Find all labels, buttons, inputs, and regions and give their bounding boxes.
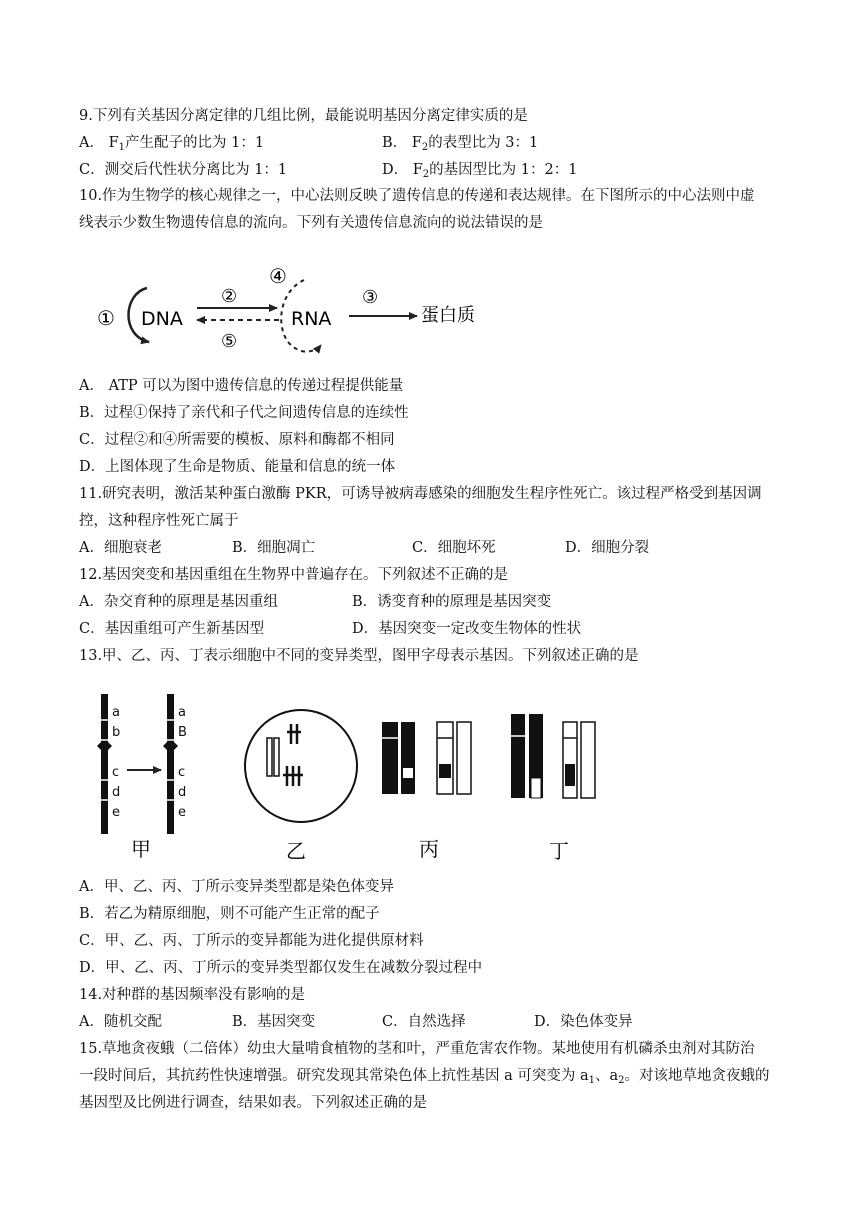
q13-option-a: A．甲、乙、丙、丁所示变异类型都是染色体变异 xyxy=(79,879,394,895)
rna-label: RNA xyxy=(291,308,332,330)
q10-option-d: D．上图体现了生命是物质、能量和信息的统一体 xyxy=(79,459,396,475)
process-1-label: ① xyxy=(97,306,115,330)
gene-c-label: c xyxy=(178,765,186,780)
process-2-label: ② xyxy=(221,286,238,307)
q12-option-c: C．基因重组可产生新基因型 xyxy=(79,621,265,637)
jia-original-chromosome xyxy=(97,694,120,834)
process-4-label: ④ xyxy=(269,264,287,288)
q15-line3: 基因型及比例进行调查，结果如表。下列叙述正确的是 xyxy=(79,1095,427,1111)
q14-option-c: C．自然选择 xyxy=(382,1014,466,1030)
q10-option-c: C．过程②和④所需要的模板、原料和酶都不相同 xyxy=(79,432,395,448)
q11-option-b: B．细胞凋亡 xyxy=(232,540,316,556)
label-bing: 丙 xyxy=(419,837,439,861)
ding-chromosome-pair xyxy=(511,714,595,798)
dna-label: DNA xyxy=(141,308,183,330)
q12-option-b: B．诱变育种的原理是基因突变 xyxy=(352,594,552,610)
q13-stem: 13.甲、乙、丙、丁表示细胞中不同的变异类型，图甲字母表示基因。下列叙述正确的是 xyxy=(79,648,639,664)
q13-option-c: C．甲、乙、丙、丁所示的变异都能为进化提供原材料 xyxy=(79,933,424,949)
protein-label: 蛋白质 xyxy=(421,305,475,326)
q12-option-a: A．杂交育种的原理是基因重组 xyxy=(79,594,278,610)
q13-option-b: B．若乙为精原细胞，则不可能产生正常的配子 xyxy=(79,906,380,922)
q9-option-b: B． $F_2$的表型比为 3：1 xyxy=(382,135,539,153)
yi-cell xyxy=(245,710,357,822)
gene-c-label: c xyxy=(112,765,120,780)
q9-option-d: D． $F_2$的基因型比为 1：2：1 xyxy=(382,162,578,180)
q9-option-a: A． $F_1$产生配子的比为 1：1 xyxy=(79,135,265,153)
q14-option-d: D．染色体变异 xyxy=(534,1014,633,1030)
q14-option-b: B．基因突变 xyxy=(232,1014,316,1030)
gene-e-label: e xyxy=(178,805,186,820)
central-dogma-figure xyxy=(79,250,639,368)
q12-option-d: D．基因突变一定改变生物体的性状 xyxy=(352,621,582,637)
gene-a-label: a xyxy=(112,705,120,720)
q11-option-d: D．细胞分裂 xyxy=(565,540,650,556)
q11-option-a: A．细胞衰老 xyxy=(79,540,162,556)
q12-stem: 12.基因突变和基因重组在生物界中普遍存在。下列叙述不正确的是 xyxy=(79,567,509,583)
q13-option-d: D．甲、乙、丙、丁所示的变异类型都仅发生在减数分裂过程中 xyxy=(79,960,483,976)
q15-line1: 15.草地贪夜蛾（二倍体）幼虫大量啃食植物的茎和叶，严重危害农作物。某地使用有机磷杀虫剂对其防治 xyxy=(79,1041,755,1057)
q10-stem-line1: 10.作为生物学的核心规律之一，中心法则反映了遗传信息的传递和表达规律。在下图所示的中心法则中虚 xyxy=(79,188,755,204)
chromosome-variation-figure xyxy=(79,680,639,870)
gene-b-label: b xyxy=(112,725,121,740)
q9-stem: 9.下列有关基因分离定律的几组比例，最能说明基因分离定律实质的是 xyxy=(79,108,528,124)
gene-e-label: e xyxy=(112,805,120,820)
label-yi: 乙 xyxy=(286,839,306,863)
gene-B-label: B xyxy=(178,725,187,740)
bing-chromosome-pair xyxy=(382,722,471,794)
gene-d-label: d xyxy=(112,785,121,800)
gene-a-label: a xyxy=(178,705,186,720)
q15-line2: 一段时间后，其抗药性快速增强。研究发现其常染色体上抗性基因 a 可突变为 $a_1$、$a_2$。对该地草地贪夜蛾的 xyxy=(79,1068,770,1086)
gene-d-label: d xyxy=(178,785,187,800)
q11-stem-line1: 11.研究表明，激活某种蛋白激酶 PKR，可诱导被病毒感染的细胞发生程序性死亡。该过程严格受到基因调 xyxy=(79,486,762,502)
q11-stem-line2: 控，这种程序性死亡属于 xyxy=(79,513,239,529)
q10-option-a: A． ATP 可以为图中遗传信息的传递过程提供能量 xyxy=(79,378,404,394)
label-ding: 丁 xyxy=(549,839,569,863)
q11-option-c: C．细胞坏死 xyxy=(412,540,496,556)
label-jia: 甲 xyxy=(131,837,151,861)
process-3-label: ③ xyxy=(362,287,379,308)
q10-stem-line2: 线表示少数生物遗传信息的流向。下列有关遗传信息流向的说法错误的是 xyxy=(79,215,543,231)
process-5-label: ⑤ xyxy=(221,331,238,352)
q9-option-c: C．测交后代性状分离比为 1：1 xyxy=(79,162,288,178)
q14-option-a: A．随机交配 xyxy=(79,1014,162,1030)
q14-stem: 14.对种群的基因频率没有影响的是 xyxy=(79,987,306,1003)
q10-option-b: B．过程①保持了亲代和子代之间遗传信息的连续性 xyxy=(79,405,409,421)
jia-mutated-chromosome xyxy=(163,694,187,834)
